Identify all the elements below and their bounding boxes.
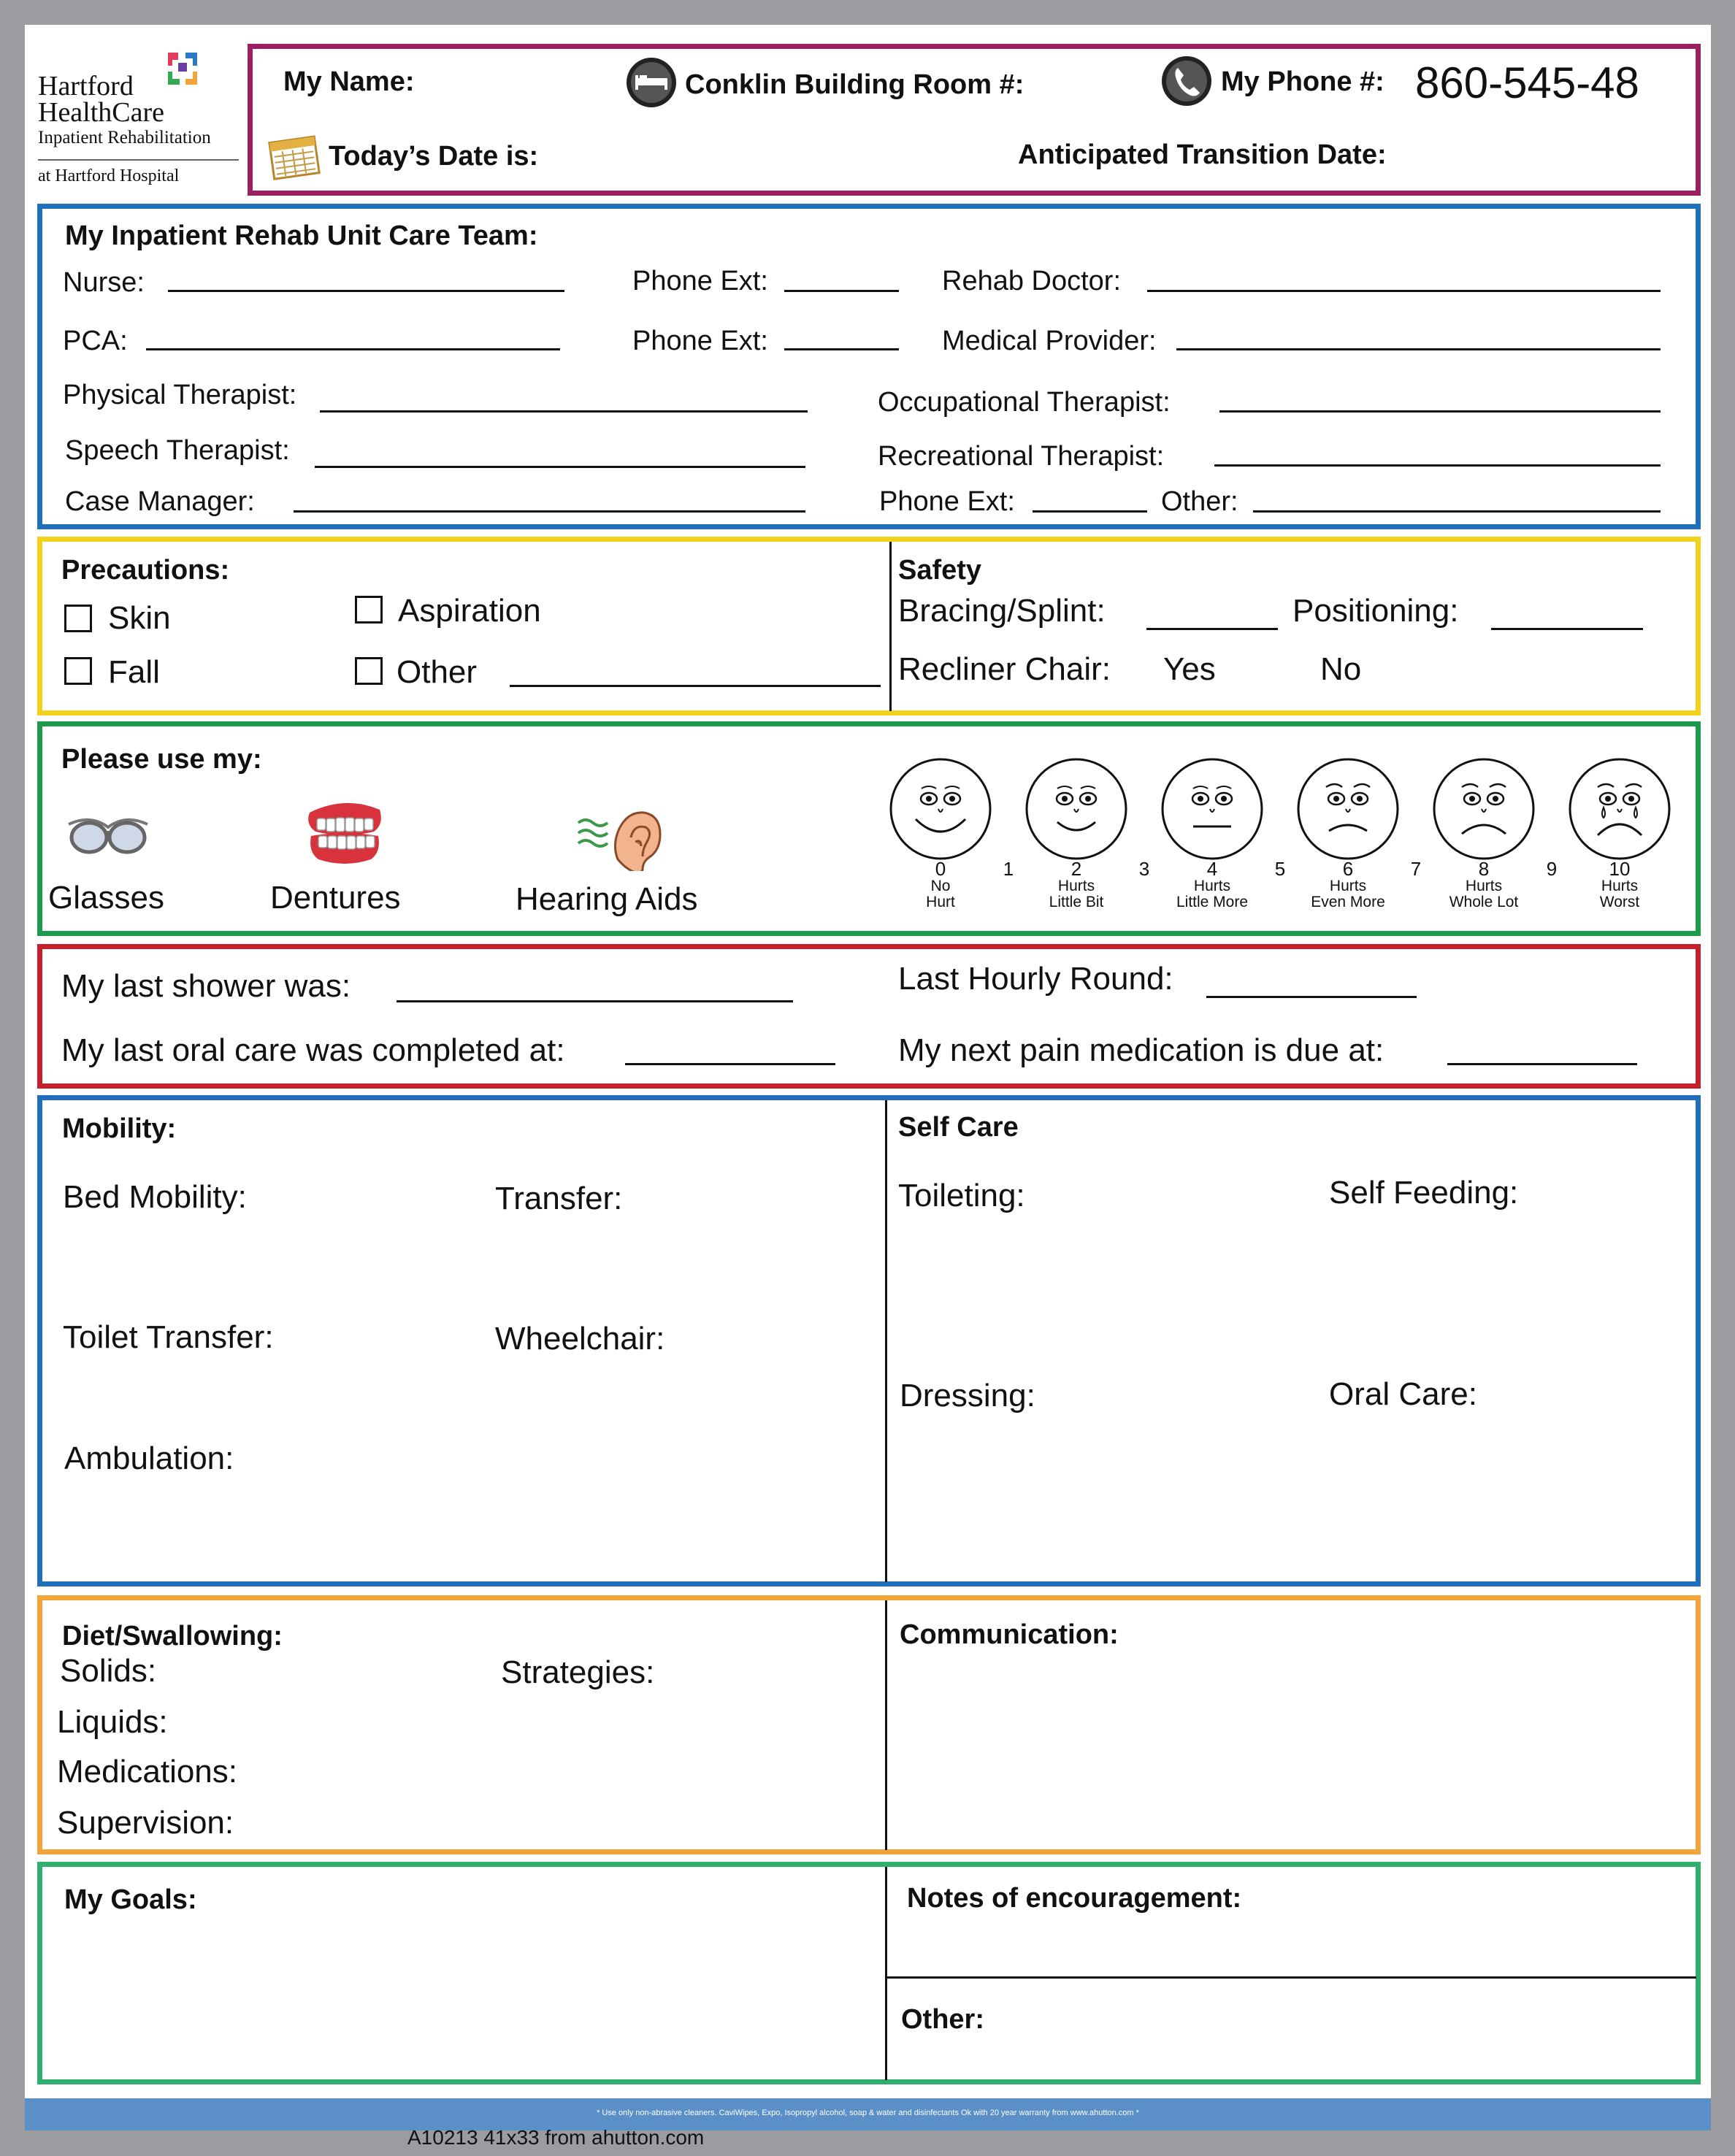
care-team-title: My Inpatient Rehab Unit Care Team:	[65, 220, 538, 251]
mobility-divider	[885, 1100, 887, 1582]
aspiration-label: Aspiration	[398, 593, 541, 629]
pain-face-8[interactable]	[1429, 751, 1539, 867]
phone-ext-label-1: Phone Ext:	[632, 266, 768, 296]
diet-title: Diet/Swallowing:	[62, 1621, 283, 1651]
speech-therapist-line[interactable]	[315, 466, 805, 468]
pain-caption-line2: Hurt	[926, 894, 955, 910]
phone-icon	[1160, 55, 1213, 111]
positioning-label: Positioning:	[1292, 593, 1459, 629]
logo-text-healthcare: HealthCare	[38, 97, 165, 128]
skin-checkbox[interactable]	[64, 605, 92, 632]
goals-divider	[885, 1867, 887, 2080]
pain-number: 2	[1071, 858, 1082, 880]
please-use-title: Please use my:	[61, 744, 262, 775]
liquids-label: Liquids:	[57, 1704, 168, 1740]
pain-caption-line2: Little More	[1176, 894, 1249, 910]
pain-caption-line2: Whole Lot	[1449, 894, 1519, 910]
toilet-transfer-label: Toilet Transfer:	[63, 1319, 274, 1355]
fall-label: Fall	[108, 654, 160, 690]
case-manager-label: Case Manager:	[65, 486, 255, 517]
diet-divider	[885, 1600, 887, 1850]
shower-line[interactable]	[397, 1000, 793, 1002]
pca-line[interactable]	[146, 348, 560, 350]
phone-label: My Phone #:	[1221, 66, 1384, 97]
goals-title: My Goals:	[64, 1884, 197, 1915]
recliner-yes[interactable]: Yes	[1163, 651, 1216, 687]
pain-caption-line1: No	[930, 878, 951, 894]
transfer-label: Transfer:	[495, 1181, 623, 1216]
care-team-box	[37, 204, 1701, 529]
rehab-doctor-label: Rehab Doctor:	[942, 266, 1122, 296]
logo-divider	[38, 159, 239, 161]
hearing-aids-label: Hearing Aids	[516, 881, 698, 917]
date-label: Today’s Date is:	[329, 141, 539, 172]
phone-ext-line-1[interactable]	[784, 290, 899, 292]
rehab-doctor-line[interactable]	[1147, 290, 1661, 292]
please-use-box	[37, 721, 1701, 936]
other-line[interactable]	[1253, 510, 1661, 513]
bracing-line[interactable]	[1146, 628, 1278, 630]
medical-provider-line[interactable]	[1176, 348, 1661, 350]
other-label: Other:	[1161, 486, 1238, 517]
goals-box	[37, 1862, 1701, 2084]
phone-value: 860-545-48	[1415, 58, 1639, 107]
nurse-line[interactable]	[168, 290, 564, 292]
mobility-title: Mobility:	[62, 1113, 177, 1144]
ambulation-label: Ambulation:	[64, 1440, 234, 1476]
calendar-icon	[267, 131, 323, 185]
dentures-label: Dentures	[270, 880, 401, 916]
phone-ext-line-3[interactable]	[1033, 510, 1147, 513]
dentures-icon	[304, 798, 384, 872]
precaution-other-line[interactable]	[510, 685, 881, 687]
toileting-label: Toileting:	[898, 1178, 1025, 1213]
oral-care-line[interactable]	[625, 1063, 835, 1065]
header-box	[248, 44, 1701, 196]
self-oral-care-label: Oral Care:	[1329, 1376, 1477, 1412]
pain-caption-line1: Hurts	[1465, 878, 1503, 894]
transition-label: Anticipated Transition Date:	[1018, 139, 1387, 170]
self-care-title: Self Care	[898, 1112, 1019, 1143]
footer-code: A10213 41x33 from ahutton.com	[407, 2126, 705, 2149]
pain-med-label: My next pain medication is due at:	[898, 1032, 1384, 1068]
precautions-title: Precautions:	[61, 555, 230, 586]
occupational-therapist-line[interactable]	[1219, 410, 1661, 413]
pain-face-2[interactable]	[1022, 751, 1131, 867]
pain-caption-line2: Little Bit	[1049, 894, 1104, 910]
pain-number: 4	[1206, 858, 1218, 880]
physical-therapist-label: Physical Therapist:	[63, 380, 297, 410]
other-checkbox[interactable]	[355, 657, 383, 685]
pain-caption-line1: Hurts	[1057, 878, 1095, 894]
hourly-round-label: Last Hourly Round:	[898, 961, 1173, 997]
pain-number-between: 9	[1546, 858, 1558, 880]
logo-text-hartford: Hartford	[38, 71, 134, 101]
physical-therapist-line[interactable]	[320, 410, 808, 413]
phone-ext-label-2: Phone Ext:	[632, 326, 768, 356]
bed-mobility-label: Bed Mobility:	[63, 1179, 247, 1215]
occupational-therapist-label: Occupational Therapist:	[878, 387, 1171, 418]
pain-number-between: 1	[1003, 858, 1014, 880]
precautions-box	[37, 537, 1701, 716]
bracing-label: Bracing/Splint:	[898, 593, 1106, 629]
my-name-label: My Name:	[283, 66, 415, 97]
recreational-therapist-label: Recreational Therapist:	[878, 441, 1165, 472]
positioning-line[interactable]	[1491, 628, 1643, 630]
phone-ext-label-3: Phone Ext:	[879, 486, 1015, 517]
encouragement-divider	[885, 1976, 1696, 1979]
strategies-label: Strategies:	[501, 1654, 655, 1690]
precautions-divider	[889, 542, 892, 711]
recliner-label: Recliner Chair:	[898, 651, 1111, 687]
logo-text-inpatient: Inpatient Rehabilitation	[38, 128, 211, 147]
shower-label: My last shower was:	[61, 968, 351, 1004]
pain-caption-line1: Hurts	[1601, 878, 1639, 894]
oral-care-label: My last oral care was completed at:	[61, 1032, 565, 1068]
pain-caption-line2: Even More	[1311, 894, 1385, 910]
speech-therapist-label: Speech Therapist:	[65, 435, 290, 466]
phone-ext-line-2[interactable]	[784, 348, 899, 350]
solids-label: Solids:	[60, 1653, 157, 1689]
diet-box	[37, 1595, 1701, 1854]
footer-disclaimer: * Use only non-abrasive cleaners. CaviWipes, Expo, Isopropyl alcohol, soap & water and disinfectants Ok with 20 year warranty from www.ahutton.com *	[597, 2109, 1139, 2117]
pain-face-10[interactable]	[1565, 751, 1674, 867]
case-manager-line[interactable]	[294, 510, 805, 513]
pain-number: 6	[1342, 858, 1354, 880]
room-label: Conklin Building Room #:	[685, 69, 1024, 100]
pain-med-line[interactable]	[1447, 1063, 1637, 1065]
glasses-label: Glasses	[48, 880, 164, 916]
pain-scale	[889, 748, 1707, 931]
pain-face-4[interactable]	[1157, 751, 1267, 867]
recliner-no[interactable]: No	[1320, 651, 1362, 687]
aspiration-checkbox[interactable]	[355, 596, 383, 624]
pain-number: 10	[1609, 858, 1631, 880]
hygiene-box	[37, 944, 1701, 1089]
bed-icon	[625, 56, 678, 112]
recreational-therapist-line[interactable]	[1214, 464, 1661, 467]
logo-text-hospital: at Hartford Hospital	[38, 166, 180, 185]
wheelchair-label: Wheelchair:	[495, 1321, 665, 1357]
logo-mark-icon	[162, 50, 203, 91]
ear-icon	[575, 808, 663, 875]
pain-number-between: 5	[1274, 858, 1286, 880]
pain-number-between: 3	[1138, 858, 1150, 880]
pain-number-between: 7	[1410, 858, 1422, 880]
pain-number: 8	[1478, 858, 1490, 880]
supervision-label: Supervision:	[57, 1805, 234, 1841]
hourly-round-line[interactable]	[1206, 996, 1417, 998]
pain-face-0[interactable]	[886, 751, 995, 867]
fall-checkbox[interactable]	[64, 657, 92, 685]
medications-label: Medications:	[57, 1754, 238, 1789]
pain-caption-line2: Worst	[1599, 894, 1640, 910]
dressing-label: Dressing:	[900, 1378, 1035, 1413]
communication-title: Communication:	[900, 1619, 1119, 1650]
logo	[38, 44, 246, 190]
pain-number: 0	[935, 858, 946, 880]
self-feeding-label: Self Feeding:	[1329, 1175, 1519, 1211]
precaution-other-label: Other	[397, 654, 478, 690]
footer-bar	[25, 2098, 1711, 2130]
skin-label: Skin	[108, 600, 171, 636]
pain-caption-line1: Hurts	[1329, 878, 1367, 894]
pain-face-6[interactable]	[1293, 751, 1403, 867]
pca-label: PCA:	[63, 326, 128, 356]
pain-caption-line1: Hurts	[1193, 878, 1231, 894]
encouragement-other: Other:	[901, 2004, 984, 2035]
glasses-icon	[64, 808, 152, 863]
medical-provider-label: Medical Provider:	[942, 326, 1157, 356]
mobility-box	[37, 1095, 1701, 1587]
encouragement-title: Notes of encouragement:	[907, 1883, 1242, 1914]
safety-title: Safety	[898, 555, 982, 586]
nurse-label: Nurse:	[63, 267, 145, 298]
